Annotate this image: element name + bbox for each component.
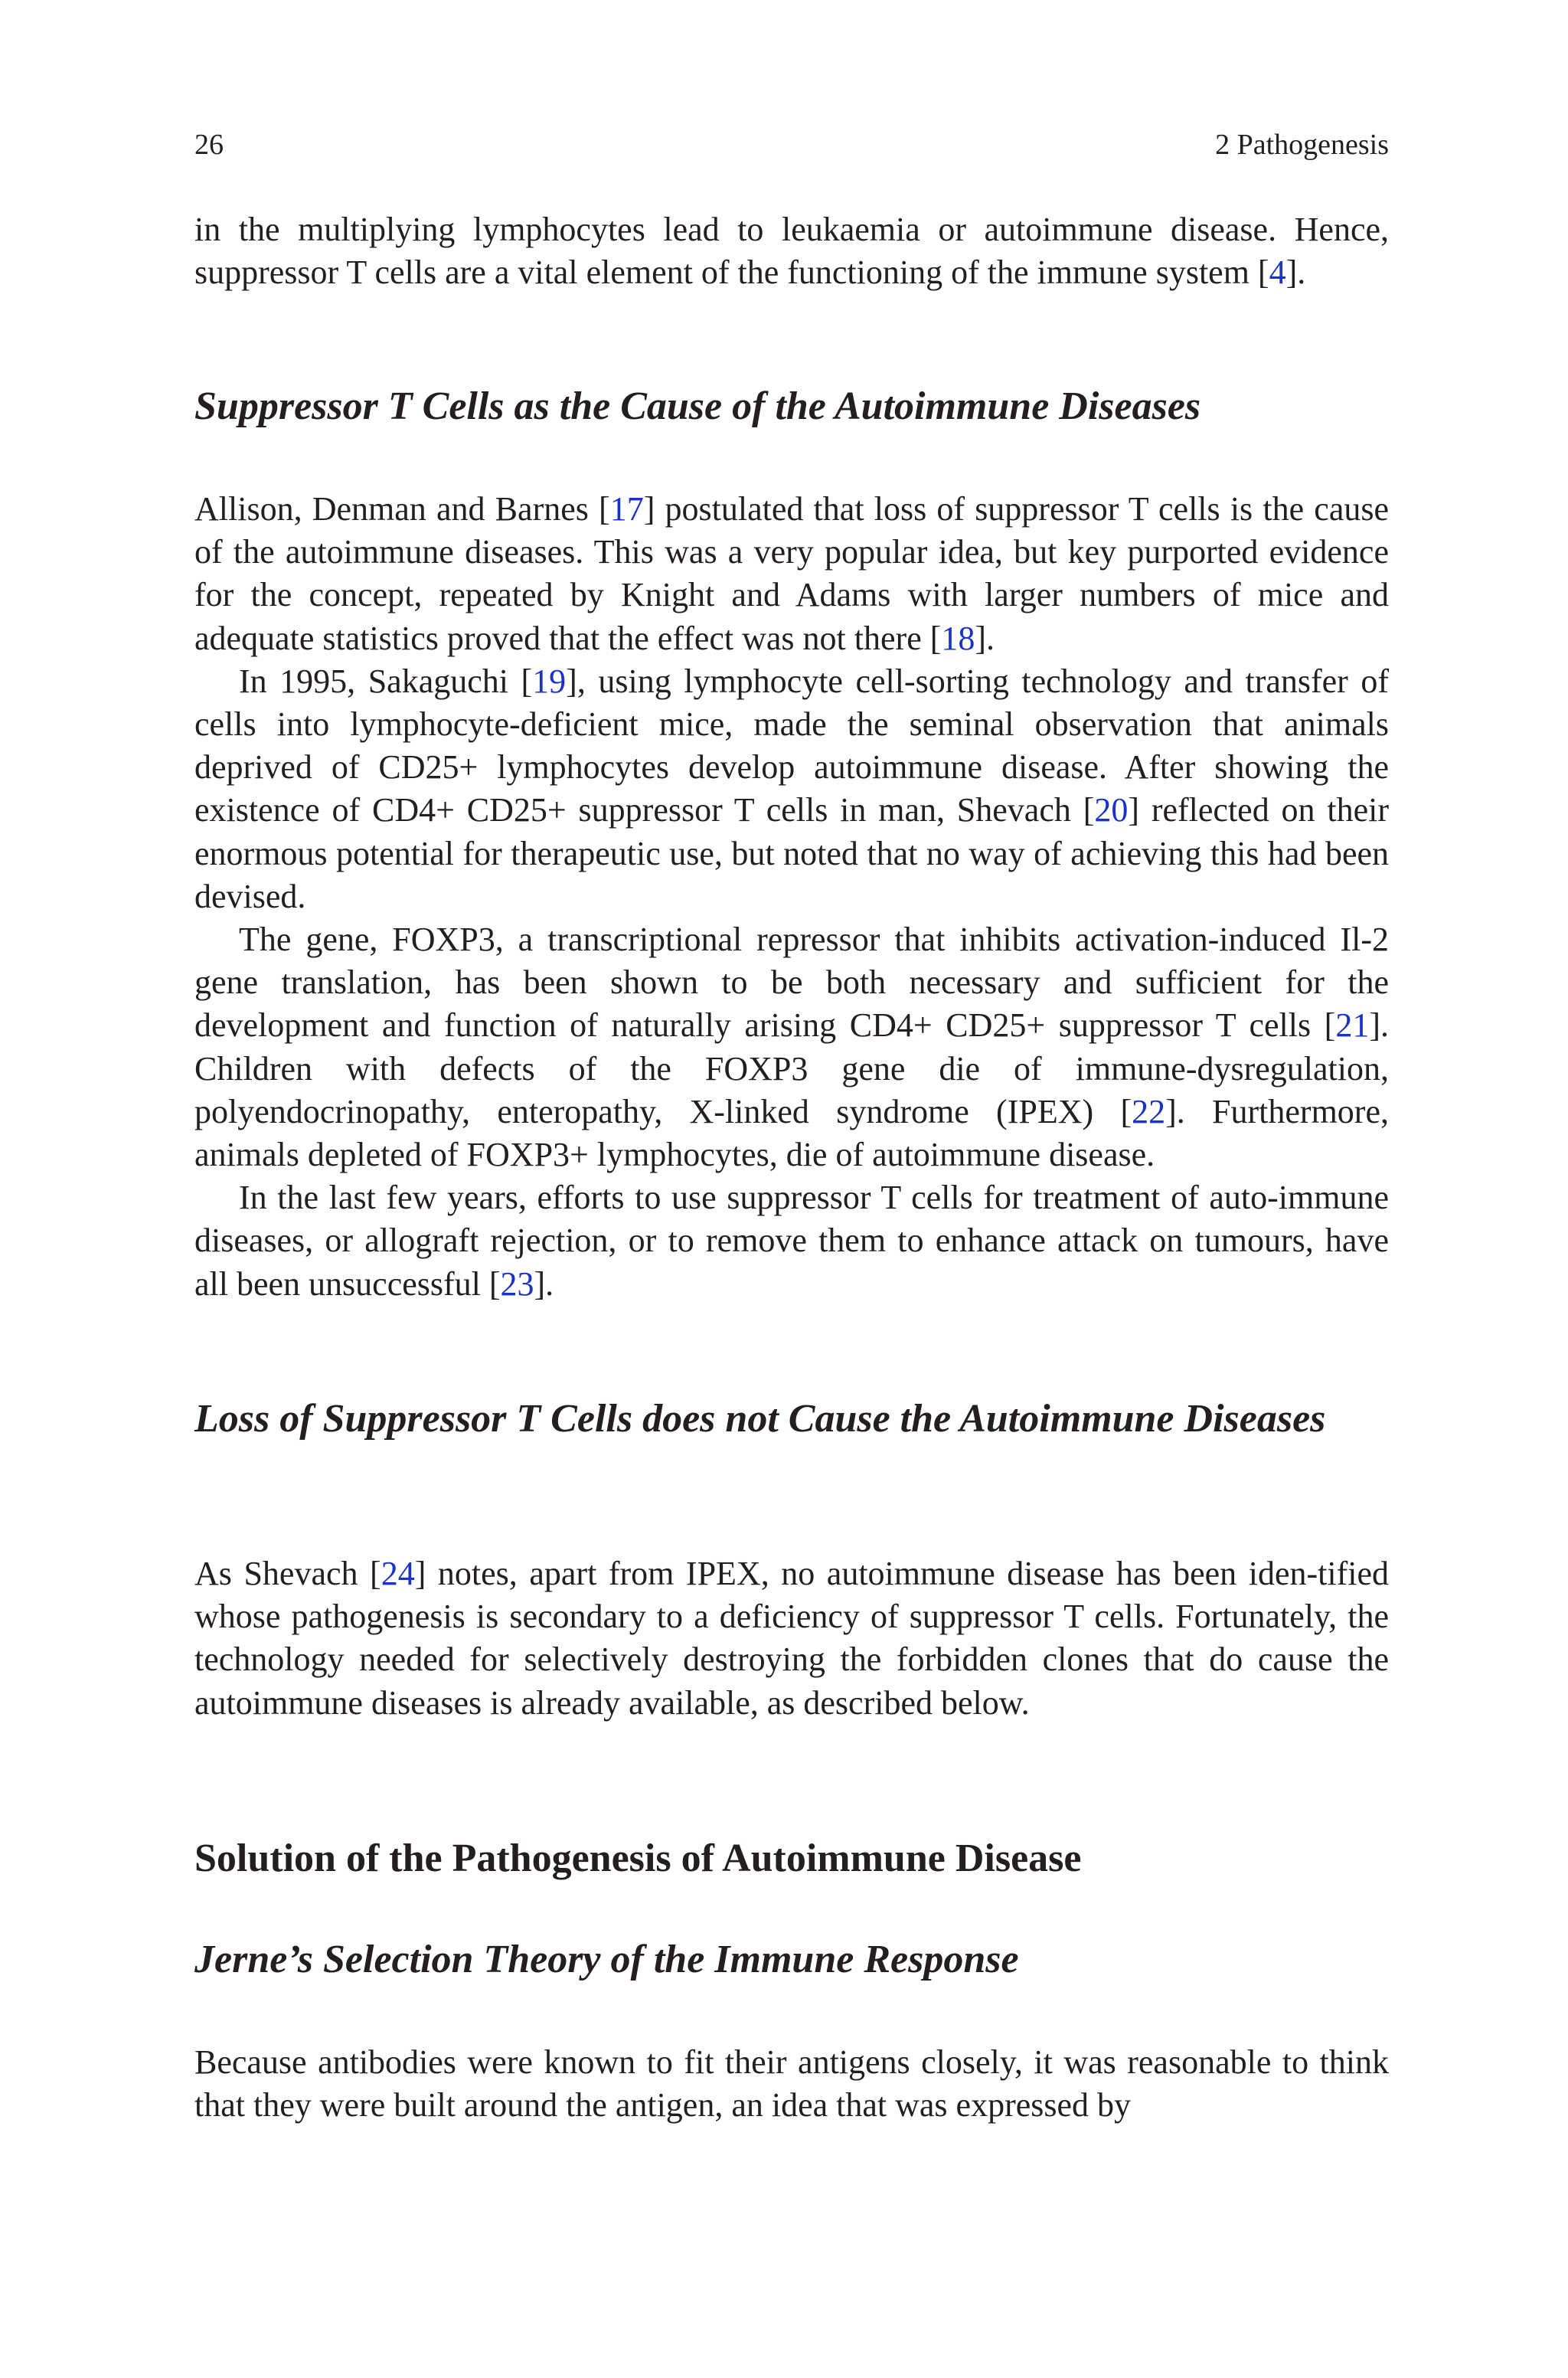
paragraph-foxp3: The gene, FOXP3, a transcriptional repressor that inhibits activation-induced Il-2 gene translation, has been shown to be both necessary and sufficient for the development and function of naturally arising CD4+ CD25+ suppressor T cells [21]. Children with defects of the FOXP3 gene die of immune-dysregulation, polyendocrinopathy, enteropathy, X-linked syndrome (IPEX) [22]. Furthermore, animals depleted of FOXP3+ lymphocytes, die of autoimmune disease. (194, 921, 1389, 1174)
citation-link[interactable]: 24 (381, 1555, 415, 1592)
citation-link[interactable]: 21 (1335, 1006, 1370, 1045)
paragraph-last-few-years: In the last few years, efforts to use suppressor T cells for treatment of auto-immune diseases, or allograft rejection, or to remove them to enhance attack on tumours, have all been unsuccessful [23]. (194, 1179, 1389, 1303)
section-heading-block (194, 1394, 1389, 1444)
section-2-body (194, 1552, 1389, 1725)
section-1-body (194, 488, 1389, 1306)
section-heading-suppressor-cause: Suppressor T Cells as the Cause of the Autoimmune Diseases (194, 384, 1201, 428)
section-heading-jerne: Jerne’s Selection Theory of the Immune Response (194, 1938, 1019, 1981)
paragraph-antibodies: Because antibodies were known to fit their antigens closely, it was reasonable to think that they were built around the antigen, an idea that was expressed by (194, 2043, 1389, 2124)
paragraph-allison: Allison, Denman and Barnes [17] postulated that loss of suppressor T cells is the cause of the autoimmune diseases. This was a very popular idea, but key purported evidence for the concept, repeated by Knight and Adams with larger numbers of mice and adequate statistics proved that the effect was not there [18]. (194, 490, 1389, 657)
citation-link[interactable]: 18 (941, 619, 975, 657)
citation-link[interactable]: 19 (532, 662, 567, 700)
paragraph-shevach: As Shevach [24] notes, apart from IPEX, no autoimmune disease has been iden-tified whose pathogenesis is secondary to a deficiency of suppressor T cells. Fortunately, the technology needed for selectively destroying the forbidden clones that do cause the autoimmune diseases is already available, as described below. (194, 1555, 1389, 1722)
citation-link[interactable]: 23 (500, 1264, 534, 1303)
section-4-body (194, 2041, 1389, 2127)
section-heading-loss-not-cause: Loss of Suppressor T Cells does not Cause the Autoimmune Diseases (194, 1397, 1326, 1441)
page-number: 26 (194, 129, 224, 161)
section-heading-block (194, 1935, 1389, 1985)
section-heading-solution: Solution of the Pathogenesis of Autoimmune Disease (194, 1837, 1082, 1880)
citation-link[interactable]: 20 (1094, 791, 1129, 829)
running-head (194, 126, 1389, 164)
chapter-title: 2 Pathogenesis (1215, 129, 1389, 161)
paragraph-sakaguchi: In 1995, Sakaguchi [19], using lymphocyte cell-sorting technology and transfer of cells into lymphocyte-deficient mice, made the seminal observation that animals deprived of CD25+ lymphocytes develop autoimmune disease. After showing the existence of CD4+ CD25+ suppressor T cells in man, Shevach [20] reflected on their enormous potential for therapeutic use, but noted that no way of achieving this had been devised. (194, 662, 1390, 915)
citation-link[interactable]: 17 (609, 490, 644, 528)
section-heading-block (194, 1833, 1389, 1884)
citation-link[interactable]: 22 (1132, 1092, 1166, 1130)
section-heading-block (194, 381, 1389, 432)
intro-paragraph-block (194, 208, 1389, 294)
citation-link[interactable]: 4 (1269, 254, 1286, 292)
intro-paragraph: in the multiplying lymphocytes lead to leukaemia or autoimmune disease. Hence, suppressor T cells are a vital element of the functioning of the immune system [4]. (194, 211, 1389, 292)
